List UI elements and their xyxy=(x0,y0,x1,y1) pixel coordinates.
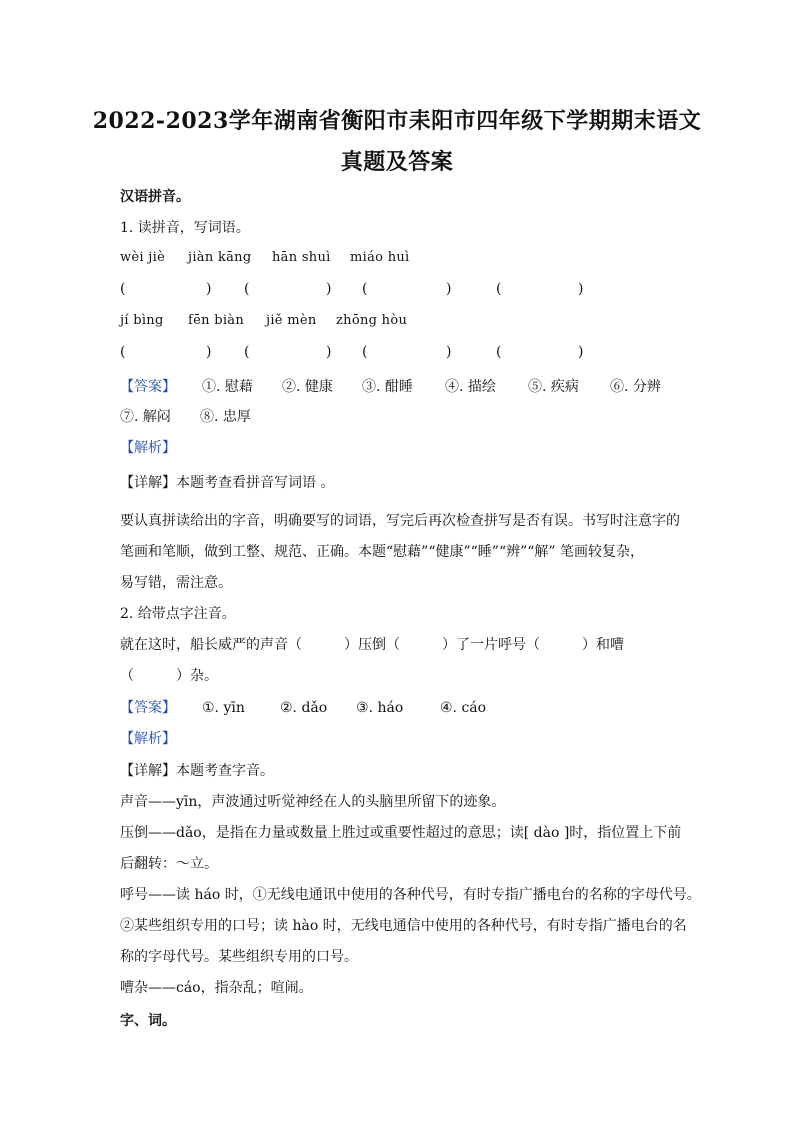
answer-item: ③. 酣睡 xyxy=(362,379,413,395)
document-title-line1: 2022-2023学年湖南省衡阳市耒阳市四年级下学期期末语文 xyxy=(92,108,702,134)
question-2-explain-line-6: 称的字母代号。某些组织专用的口号。 xyxy=(120,949,358,965)
question-2-explain-line-4: 呼号——读 háo 时，①无线电通讯中使用的各种代号，有时专指广播电台的名称的字母代号。 xyxy=(120,887,701,903)
paren-close: ) xyxy=(578,344,584,360)
pinyin-row-1 xyxy=(120,250,440,265)
answer-item: ②. dǎo xyxy=(280,700,328,716)
pinyin-item: jiě mèn xyxy=(266,313,317,328)
answer-item: ①. 慰藉 xyxy=(202,379,253,395)
answer-item: ⑤. 疾病 xyxy=(528,379,579,395)
paren-close: ) xyxy=(578,281,584,297)
question-2-explain-line-7: 嘈杂——cáo，指杂乱；喧闹。 xyxy=(120,980,313,996)
question-1-detail: 【详解】本题考查看拼音写词语 。 xyxy=(120,475,335,491)
section-heading-pinyin: 汉语拼音。 xyxy=(120,189,190,205)
question-2-explain-line-1: 声音——yīn，声波通过听觉神经在人的头脑里所留下的迹象。 xyxy=(120,794,506,810)
answer-item: ④. 描绘 xyxy=(445,379,496,395)
paren-open: ( xyxy=(244,281,250,297)
paren-close: ) xyxy=(206,344,212,360)
paren-open: ( xyxy=(496,344,502,360)
question-2-explain-line-5: ②某些组织专用的口号；读 hào 时，无线电通信中使用的各种代号，有时专指广播电台的名 xyxy=(120,918,687,934)
question-1-answer-line-1 xyxy=(120,376,670,396)
pinyin-item: hān shuì xyxy=(272,250,331,265)
pinyin-item: fēn biàn xyxy=(188,313,245,328)
question-2-explain-line-2: 压倒——dǎo，是指在力量或数量上胜过或重要性超过的意思；读[ dào ]时，指位置上下前 xyxy=(120,825,682,841)
question-1-explain-line-2: 笔画和笔顺，做到工整、规范、正确。本题“慰藉”“健康”“睡”“辨”“解” 笔画较复杂， xyxy=(120,544,645,560)
question-1-analysis-label: 【解析】 xyxy=(120,440,176,456)
paren-open: ( xyxy=(120,344,126,360)
answer-blanks-row-2 xyxy=(120,344,598,360)
answer-item: ④. cáo xyxy=(440,700,487,716)
question-2-answer-line xyxy=(120,697,510,717)
document-title-line2: 真题及答案 xyxy=(340,149,454,175)
paren-open: ( xyxy=(362,281,368,297)
answer-item: ⑧. 忠厚 xyxy=(200,409,251,425)
paren-close: ) xyxy=(326,344,332,360)
pinyin-item: jiàn kāng xyxy=(188,250,252,265)
question-2-sentence-line-2: （ ）杂。 xyxy=(120,668,218,684)
answer-label: 【答案】 xyxy=(120,700,176,716)
pinyin-item: wèi jiè xyxy=(120,250,166,265)
pinyin-item: miáo huì xyxy=(350,250,410,265)
answer-item: ①. yīn xyxy=(202,700,245,716)
question-2-sentence-line-1: 就在这时，船长威严的声音（ ）压倒（ ）了一片呼号（ ）和嘈 xyxy=(120,637,624,653)
question-1-answer-line-2 xyxy=(120,406,280,426)
answer-blanks-row-1 xyxy=(120,281,598,297)
answer-item: ⑦. 解闷 xyxy=(120,409,171,425)
answer-item: ②. 健康 xyxy=(282,379,333,395)
answer-label: 【答案】 xyxy=(120,379,176,395)
paren-close: ) xyxy=(326,281,332,297)
question-2-explain-line-3: 后翻转：～立。 xyxy=(120,856,218,872)
paren-open: ( xyxy=(496,281,502,297)
paren-close: ) xyxy=(446,344,452,360)
question-1-explain-line-3: 易写错，需注意。 xyxy=(120,575,232,591)
question-2-analysis-label: 【解析】 xyxy=(120,731,176,747)
paren-close: ) xyxy=(206,281,212,297)
answer-item: ⑥. 分辨 xyxy=(610,379,661,395)
question-2-prompt: 2. 给带点字注音。 xyxy=(120,606,236,622)
paren-open: ( xyxy=(244,344,250,360)
paren-open: ( xyxy=(362,344,368,360)
pinyin-item: zhōng hòu xyxy=(336,313,408,328)
question-1-explain-line-1: 要认真拼读给出的字音，明确要写的词语，写完后再次检查拼写是否有误。书写时注意字的 xyxy=(120,513,680,529)
pinyin-row-2 xyxy=(120,313,426,328)
answer-item: ③. háo xyxy=(356,700,404,716)
section-heading-words: 字、词。 xyxy=(120,1013,176,1029)
paren-close: ) xyxy=(446,281,452,297)
paren-open: ( xyxy=(120,281,126,297)
question-1-prompt: 1. 读拼音，写词语。 xyxy=(120,220,250,236)
question-2-detail: 【详解】本题考查字音。 xyxy=(120,763,274,779)
pinyin-item: jí bìng xyxy=(120,313,164,328)
